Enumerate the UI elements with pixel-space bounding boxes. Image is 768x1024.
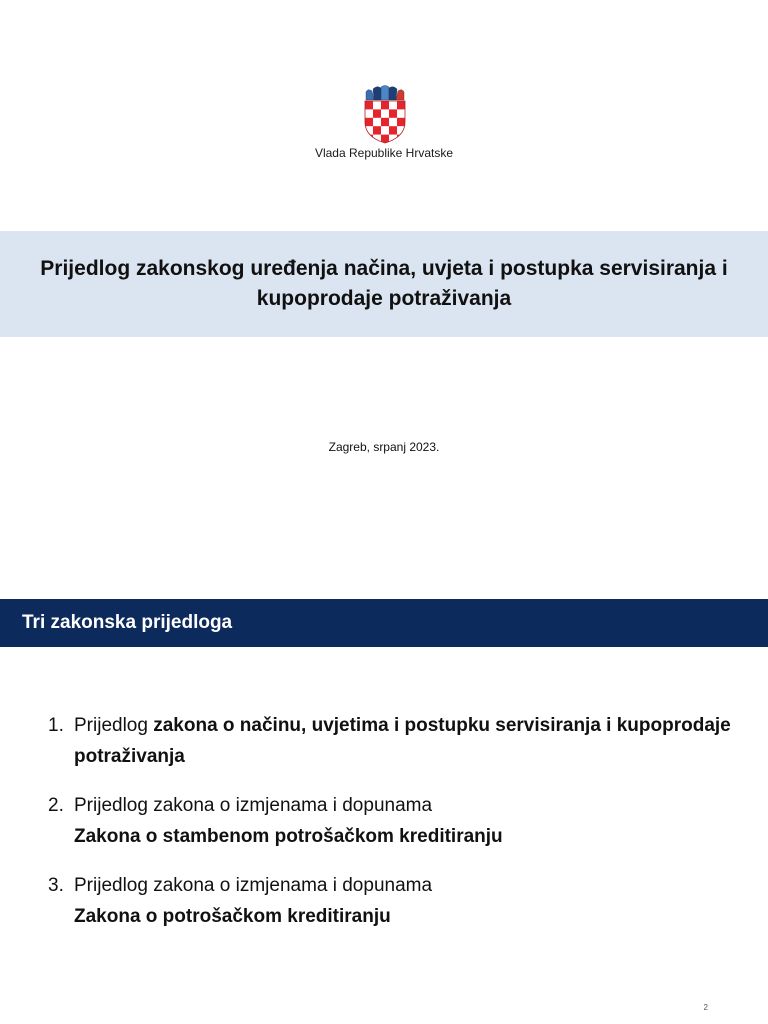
list-item-text-regular: Prijedlog	[74, 715, 154, 736]
list-item	[48, 870, 748, 932]
government-name: Vlada Republike Hrvatske	[314, 146, 454, 160]
list-item-text-regular: Prijedlog zakona o izmjenama i dopunama	[74, 795, 433, 816]
content-slide	[0, 576, 768, 1024]
list-item-number: 1.	[48, 715, 64, 736]
proposal-list	[48, 710, 748, 950]
list-item-number: 2.	[48, 795, 64, 816]
list-item-text-bold: zakona o načinu, uvjetima i postupku servisiranja i kupoprodaje potraživanja	[74, 715, 731, 767]
list-item-number: 3.	[48, 875, 64, 896]
list-item-text-regular: Prijedlog zakona o izmjenama i dopunama	[74, 875, 433, 896]
croatian-coat-of-arms-icon	[363, 84, 407, 144]
slide-header-title: Tri zakonska prijedloga	[22, 612, 233, 633]
list-item	[48, 710, 748, 772]
list-item-text-bold: Zakona o stambenom potrošačkom kreditiranju	[74, 826, 503, 847]
presentation-title: Prijedlog zakonskog uređenja načina, uvjeta i postupka servisiranja i kupoprodaje potraživanja	[40, 257, 728, 310]
list-item	[48, 790, 748, 852]
date-line: Zagreb, srpanj 2023.	[328, 440, 440, 454]
slide-header-bar	[0, 599, 768, 647]
list-item-text-bold: Zakona o potrošačkom kreditiranju	[74, 906, 391, 927]
title-band	[0, 231, 768, 337]
page-number: 2	[703, 1003, 708, 1012]
